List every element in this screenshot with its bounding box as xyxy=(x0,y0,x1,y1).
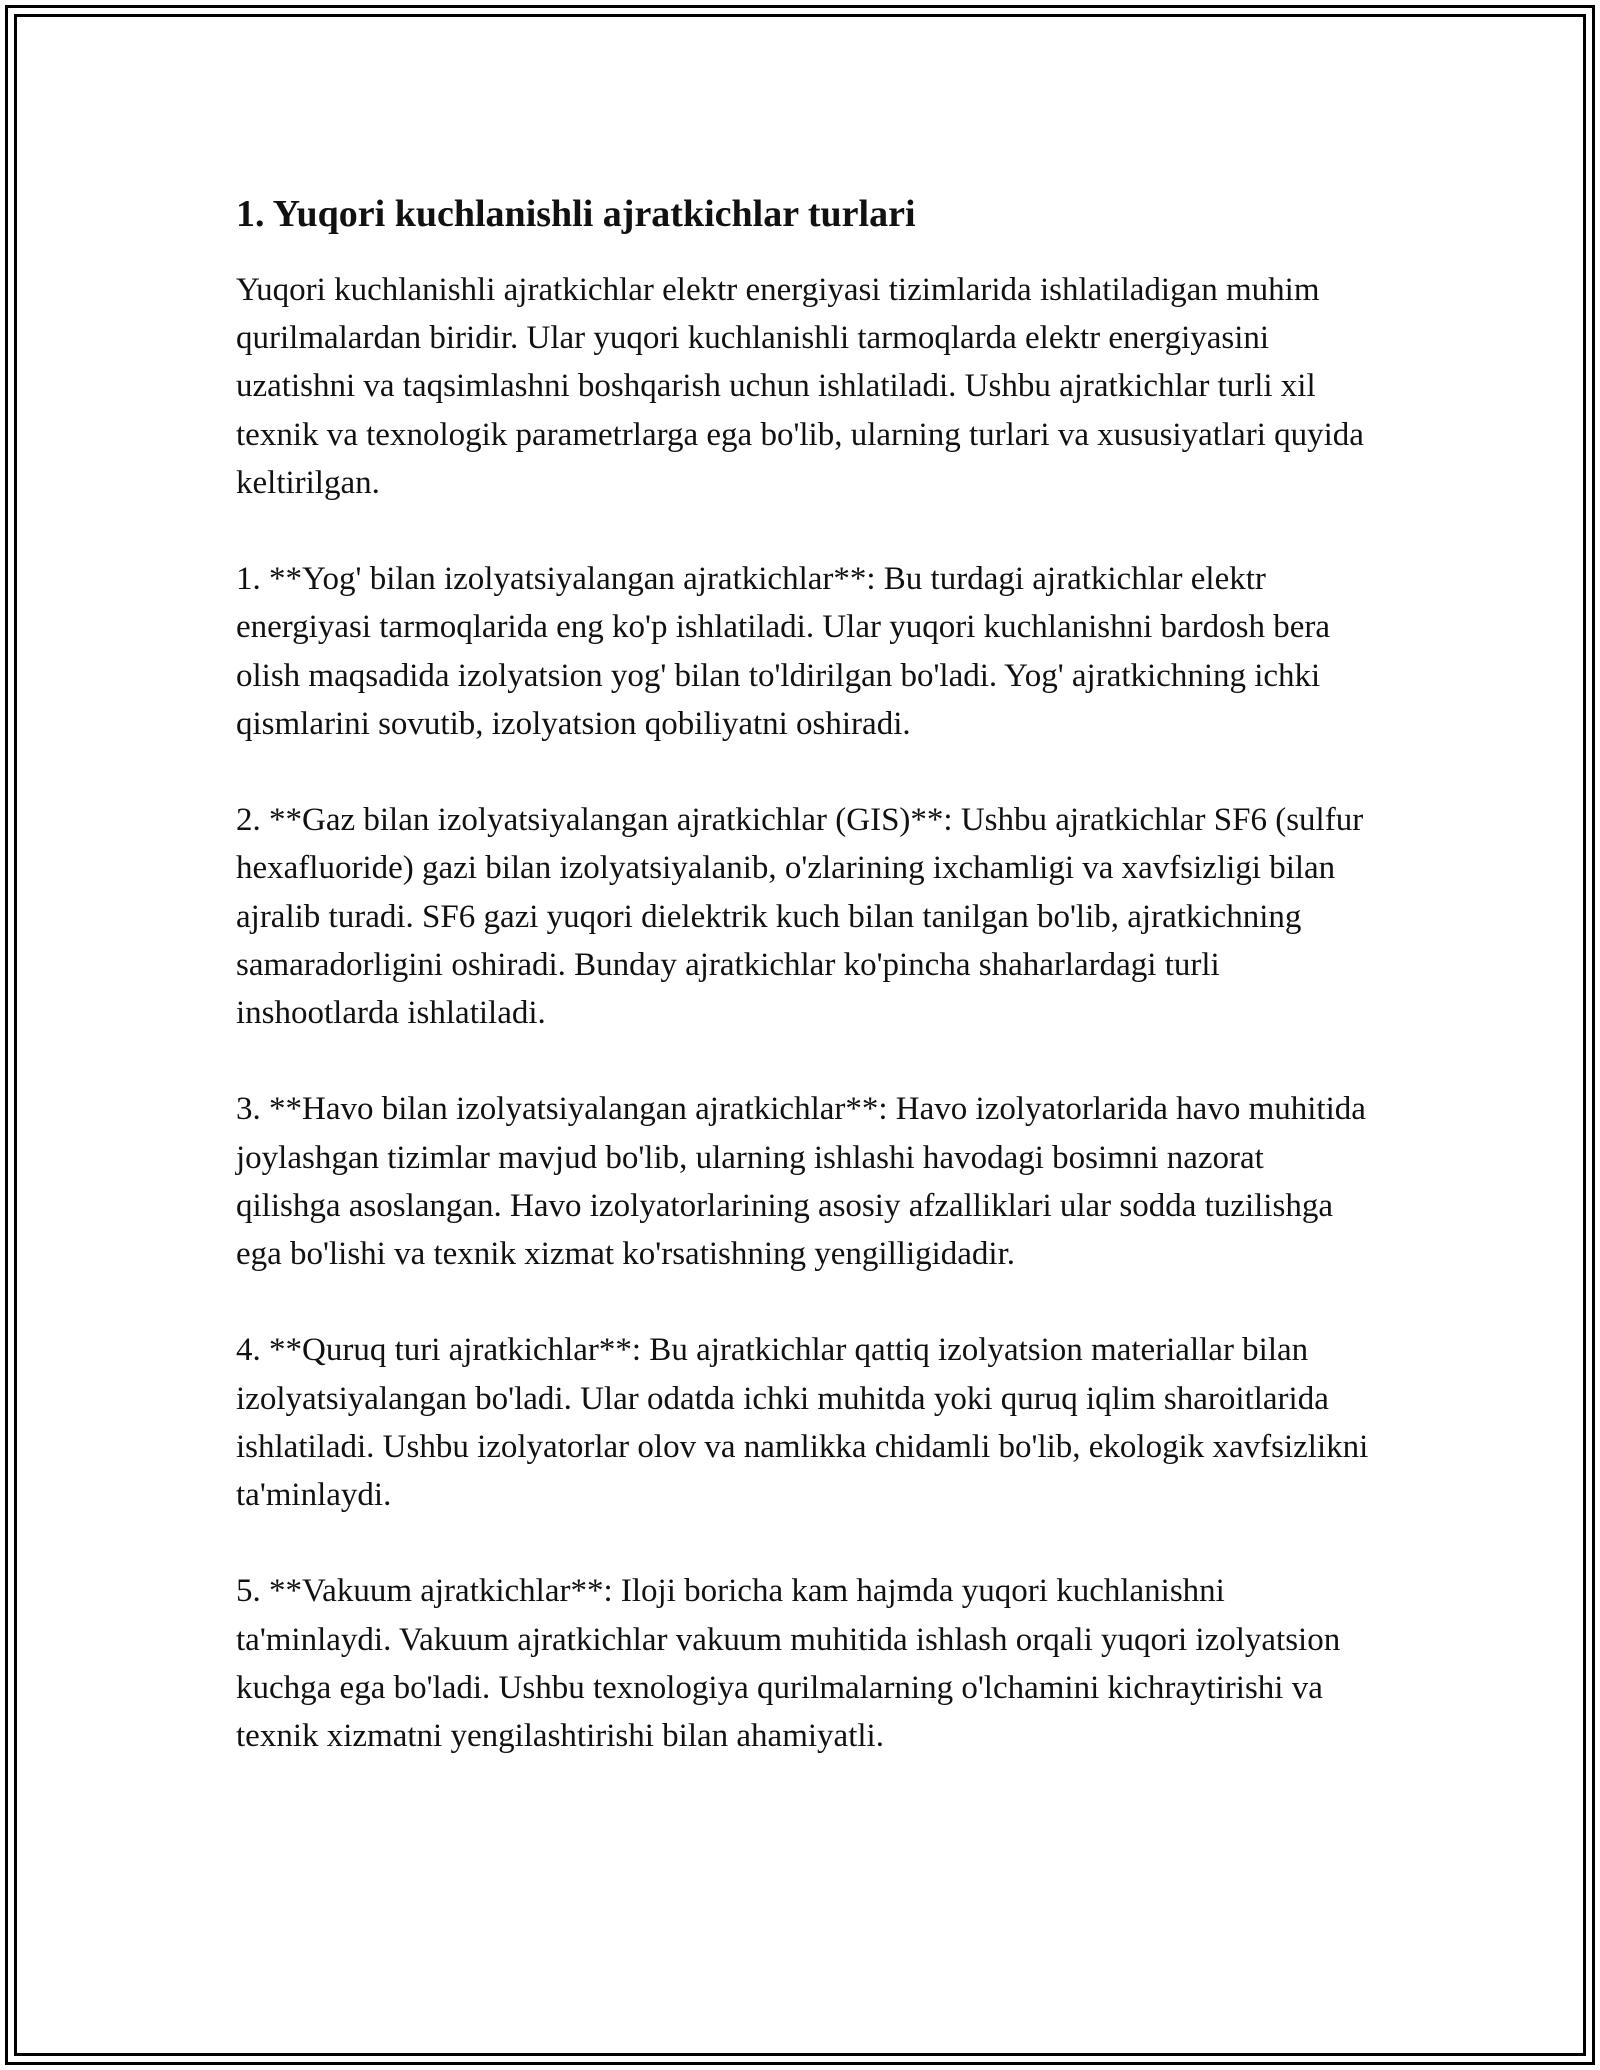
list-item-vacuum: 5. **Vakuum ajratkichlar**: Iloji boricha kam hajmda yuqori kuchlanishni ta'minlaydi. Vakuum ajratkichlar vakuum muhitida ishlash orqali yuqori izolyatsion kuchga ega bo'ladi. Ushbu texnologiya qurilmalarning o'lchamini kichraytirishi va texnik xizmatni yengilashtirishi bilan ahamiyatli. xyxy=(236,1573,1341,1755)
list-item-gas-insulated: 2. **Gaz bilan izolyatsiyalangan ajratkichlar (GIS)**: Ushbu ajratkichlar SF6 (sulfur hexafluoride) gazi bilan izolyatsiyalanib, o'zlarining ixchamligi va xavfsizligi bilan ajralib turadi. SF6 gazi yuqori dielektrik kuch bilan tanilgan bo'lib, ajratkichning samaradorligini oshiradi. Bunday ajratkichlar ko'pincha shaharlardagi turli inshootlarda ishlatiladi. xyxy=(236,802,1364,1032)
section-title: 1. Yuqori kuchlanishli ajratkichlar turlari xyxy=(236,193,916,235)
intro-paragraph: Yuqori kuchlanishli ajratkichlar elektr energiyasi tizimlarida ishlatiladigan muhim qurilmalardan biridir. Ular yuqori kuchlanishli tarmoqlarda elektr energiyasini uzatishni va taqsimlashni boshqarish uchun ishlatiladi. Ushbu ajratkichlar turli xil texnik va texnologik parametrlarga ega bo'lib, ularning turlari va xususiyatlari quyida keltirilgan. xyxy=(236,272,1364,501)
document-body xyxy=(236,188,1376,1808)
list-item-oil-insulated: 1. **Yog' bilan izolyatsiyalangan ajratkichlar**: Bu turdagi ajratkichlar elektr energiyasi tarmoqlarida eng ko'p ishlatiladi. Ular yuqori kuchlanishni bardosh bera olish maqsadida izolyatsion yog' bilan to'ldirilgan bo'ladi. Yog' ajratkichning ichki qismlarini sovutib, izolyatsion qobiliyatni oshiradi. xyxy=(236,561,1331,742)
list-item-air-insulated: 3. **Havo bilan izolyatsiyalangan ajratkichlar**: Havo izolyatorlarida havo muhitida joylashgan tizimlar mavjud bo'lib, ularning ishlashi havodagi bosimni nazorat qilishga asoslangan. Havo izolyatorlarining asosiy afzalliklari ular sodda tuzilishga ega bo'lishi va texnik xizmat ko'rsatishning yengilligidadir. xyxy=(236,1091,1366,1273)
list-item-dry-type: 4. **Quruq turi ajratkichlar**: Bu ajratkichlar qattiq izolyatsion materiallar bilan izolyatsiyalangan bo'ladi. Ular odatda ichki muhitda yoki quruq iqlim sharoitlarida ishlatiladi. Ushbu izolyatorlar olov va namlikka chidamli bo'lib, ekologik xavfsizlikni ta'minlaydi. xyxy=(236,1332,1369,1514)
